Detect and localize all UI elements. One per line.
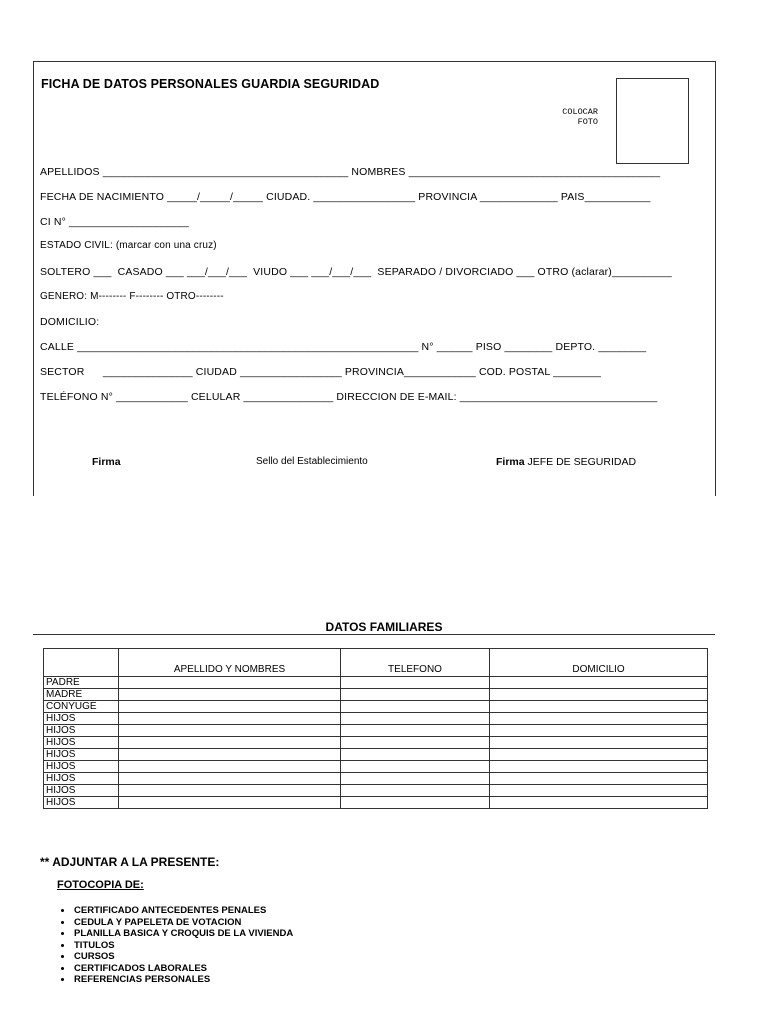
field-calle[interactable]: CALLE _________________________________________________________ N° ______ PISO ________ DEPTO. ________ bbox=[40, 341, 647, 353]
telefono-cell[interactable] bbox=[341, 713, 490, 725]
relation-cell: HIJOS bbox=[44, 773, 119, 785]
relation-cell: HIJOS bbox=[44, 761, 119, 773]
familiares-table bbox=[43, 648, 708, 809]
apellido-cell[interactable] bbox=[119, 677, 341, 689]
relation-cell: HIJOS bbox=[44, 725, 119, 737]
column-header-domicilio: DOMICILIO bbox=[490, 649, 708, 677]
telefono-cell[interactable] bbox=[341, 761, 490, 773]
domicilio-cell[interactable] bbox=[490, 689, 708, 701]
domicilio-cell[interactable] bbox=[490, 785, 708, 797]
list-item: • PLANILLA BASICA Y CROQUIS DE LA VIVIENDA bbox=[73, 928, 293, 940]
estado-civil-label: ESTADO CIVIL: (marcar con una cruz) bbox=[40, 240, 217, 251]
field-telefono[interactable]: TELÉFONO N° ____________ CELULAR _______________ DIRECCION DE E-MAIL: _________________________________ bbox=[40, 391, 658, 403]
telefono-cell[interactable] bbox=[341, 785, 490, 797]
apellido-cell[interactable] bbox=[119, 785, 341, 797]
domicilio-cell[interactable] bbox=[490, 725, 708, 737]
apellido-cell[interactable] bbox=[119, 737, 341, 749]
column-header-apellido: APELLIDO Y NOMBRES bbox=[119, 649, 341, 677]
table-row bbox=[44, 785, 708, 797]
photo-label-line2: FOTO bbox=[577, 117, 598, 127]
apellido-cell[interactable] bbox=[119, 689, 341, 701]
list-item: • CERTIFICADO ANTECEDENTES PENALES bbox=[73, 905, 293, 917]
photo-label bbox=[538, 107, 598, 127]
form-title: FICHA DE DATOS PERSONALES GUARDIA SEGURIDAD bbox=[41, 77, 380, 91]
table-row bbox=[44, 737, 708, 749]
table-row bbox=[44, 749, 708, 761]
domicilio-cell[interactable] bbox=[490, 797, 708, 809]
relation-cell: HIJOS bbox=[44, 797, 119, 809]
signature-jefe-rest: JEFE DE SEGURIDAD bbox=[524, 456, 637, 468]
table-row bbox=[44, 761, 708, 773]
apellido-cell[interactable] bbox=[119, 761, 341, 773]
list-item: • CERTIFICADOS LABORALES bbox=[73, 963, 293, 975]
form-border bbox=[33, 61, 716, 496]
apellido-cell[interactable] bbox=[119, 725, 341, 737]
domicilio-cell[interactable] bbox=[490, 737, 708, 749]
list-item: • TITULOS bbox=[73, 940, 293, 952]
domicilio-cell[interactable] bbox=[490, 701, 708, 713]
fotocopia-heading: FOTOCOPIA DE: bbox=[57, 879, 144, 891]
telefono-cell[interactable] bbox=[341, 689, 490, 701]
familiares-title: DATOS FAMILIARES bbox=[325, 620, 443, 634]
table-row bbox=[44, 689, 708, 701]
field-fecha-nacimiento[interactable]: FECHA DE NACIMIENTO _____/_____/_____ CIUDAD. _________________ PROVINCIA _____________ PAIS___________ bbox=[40, 191, 651, 203]
apellido-cell[interactable] bbox=[119, 797, 341, 809]
familiares-body bbox=[44, 677, 708, 809]
telefono-cell[interactable] bbox=[341, 737, 490, 749]
domicilio-label: DOMICILIO: bbox=[40, 316, 100, 328]
domicilio-cell[interactable] bbox=[490, 773, 708, 785]
telefono-cell[interactable] bbox=[341, 677, 490, 689]
signature-jefe bbox=[496, 456, 636, 468]
domicilio-cell[interactable] bbox=[490, 677, 708, 689]
table-row bbox=[44, 701, 708, 713]
table-row bbox=[44, 725, 708, 737]
relation-cell: MADRE bbox=[44, 689, 119, 701]
adjuntar-heading: ** ADJUNTAR A LA PRESENTE: bbox=[40, 855, 220, 869]
field-sector[interactable]: SECTOR _______________ CIUDAD _________________ PROVINCIA____________ COD. POSTAL ________ bbox=[40, 366, 602, 378]
familiares-rule bbox=[33, 634, 715, 635]
signature-jefe-bold: Firma bbox=[496, 456, 525, 468]
telefono-cell[interactable] bbox=[341, 701, 490, 713]
telefono-cell[interactable] bbox=[341, 749, 490, 761]
table-row bbox=[44, 773, 708, 785]
domicilio-cell[interactable] bbox=[490, 749, 708, 761]
field-estado-civil[interactable]: SOLTERO ___ CASADO ___ ___/___/___ VIUDO ___ ___/___/___ SEPARADO / DIVORCIADO ___ OTRO (aclarar)__________ bbox=[40, 266, 672, 278]
telefono-cell[interactable] bbox=[341, 773, 490, 785]
apellido-cell[interactable] bbox=[119, 701, 341, 713]
table-row bbox=[44, 797, 708, 809]
signature-firma-label: Firma bbox=[92, 456, 121, 468]
signature-sello: Sello del Establecimiento bbox=[256, 456, 368, 467]
relation-cell: CONYUGE bbox=[44, 701, 119, 713]
document-list bbox=[57, 905, 293, 986]
domicilio-cell[interactable] bbox=[490, 713, 708, 725]
field-genero[interactable]: GENERO: M-------- F-------- OTRO-------- bbox=[40, 291, 224, 302]
apellido-cell[interactable] bbox=[119, 749, 341, 761]
relation-cell: HIJOS bbox=[44, 713, 119, 725]
column-header-telefono: TELEFONO bbox=[341, 649, 490, 677]
field-ci[interactable]: CI N° ____________________ bbox=[40, 216, 189, 228]
relation-cell: HIJOS bbox=[44, 785, 119, 797]
list-item: • CEDULA Y PAPELETA DE VOTACION bbox=[73, 917, 293, 929]
table-row bbox=[44, 713, 708, 725]
apellido-cell[interactable] bbox=[119, 773, 341, 785]
relation-cell: HIJOS bbox=[44, 749, 119, 761]
telefono-cell[interactable] bbox=[341, 797, 490, 809]
telefono-cell[interactable] bbox=[341, 725, 490, 737]
photo-box bbox=[616, 78, 689, 164]
table-row bbox=[44, 677, 708, 689]
list-item: • CURSOS bbox=[73, 951, 293, 963]
list-item: • REFERENCIAS PERSONALES bbox=[73, 974, 293, 986]
relation-cell: PADRE bbox=[44, 677, 119, 689]
signature-firma bbox=[92, 456, 121, 468]
relation-cell: HIJOS bbox=[44, 737, 119, 749]
domicilio-cell[interactable] bbox=[490, 761, 708, 773]
familiares-header-row bbox=[44, 649, 708, 677]
apellido-cell[interactable] bbox=[119, 713, 341, 725]
photo-label-line1: COLOCAR bbox=[562, 107, 598, 117]
column-header-relation bbox=[44, 649, 119, 677]
field-apellidos-nombres[interactable]: APELLIDOS _________________________________________ NOMBRES __________________________________________ bbox=[40, 166, 661, 178]
